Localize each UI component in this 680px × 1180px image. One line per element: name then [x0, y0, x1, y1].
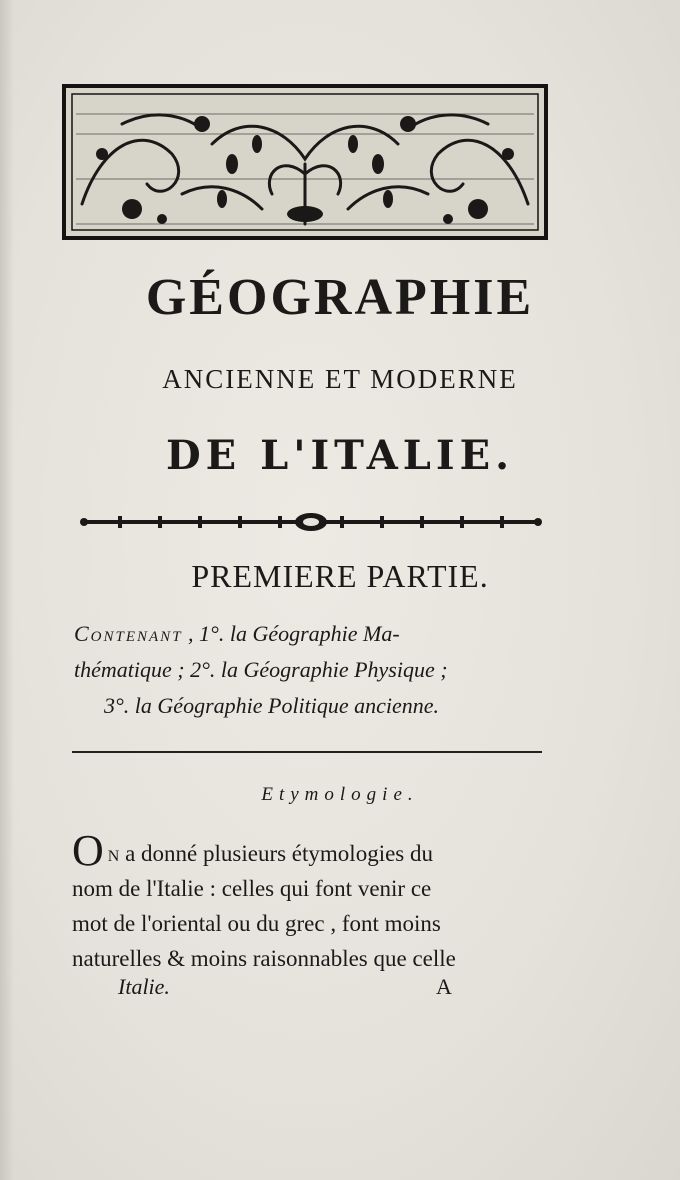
body-line-4: naturelles & moins raisonnables que celle: [72, 946, 456, 971]
body-line-3: mot de l'oriental ou du grec , font moins: [72, 911, 441, 936]
title-line-italy: DE L'ITALIE.: [165, 432, 515, 479]
signature-mark: A: [436, 974, 452, 999]
horizontal-rule: [72, 751, 542, 753]
body-paragraph: [72, 826, 542, 976]
contents-line-3: 3°. la Géographie Politique ancienne.: [104, 693, 440, 718]
subtitle: ANCIENNE ET MODERNE: [162, 364, 518, 394]
body-line-2: nom de l'Italie : celles qui font venir ce: [72, 876, 432, 901]
part-heading: PREMIERE PARTIE.: [191, 558, 489, 594]
contents-line-1: , 1°. la Géographie Ma-: [188, 621, 400, 646]
body-line-1: a donné plusieurs étymologies du: [125, 841, 433, 866]
contents-summary: [74, 616, 546, 724]
chain-divider-icon: [78, 508, 544, 536]
drop-cap: O: [72, 826, 104, 875]
contents-lead-word: Contenant: [74, 621, 183, 646]
ornament-headpiece-icon: [62, 84, 548, 240]
page-footer: [118, 974, 458, 1000]
page-title: GÉOGRAPHIE: [145, 269, 535, 326]
catchword: Italie.: [118, 974, 170, 999]
drop-cap-continuation: n: [107, 841, 120, 866]
section-heading: Etymologie.: [261, 784, 419, 805]
contents-line-2: thématique ; 2°. la Géographie Physique ;: [74, 657, 448, 682]
